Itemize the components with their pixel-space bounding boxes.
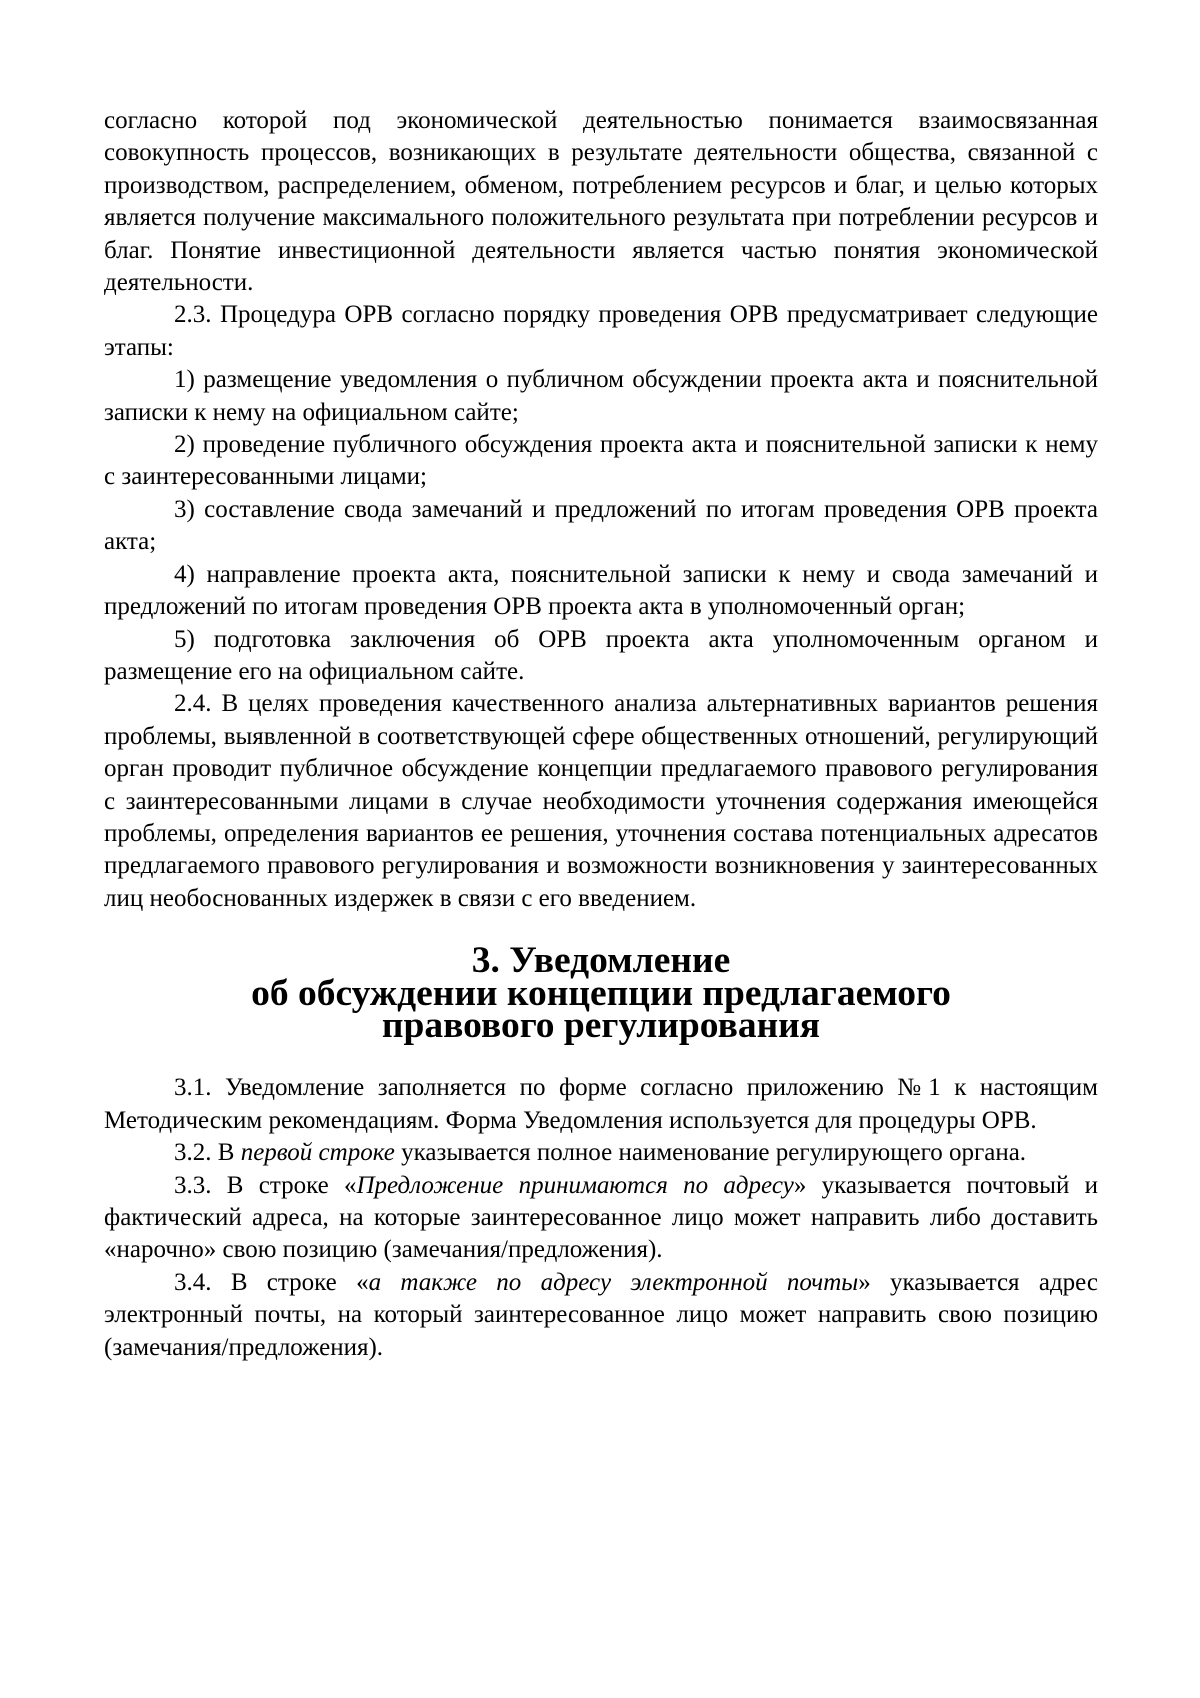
heading-line-2: об обсуждении концепции предлагаемого [251, 972, 951, 1014]
stage-item-2: 2) проведение публичного обсуждения проекта акта и пояснительной записки к нему с заинтересованными лицами; [104, 431, 1098, 491]
document-body [104, 105, 1098, 1364]
italic-term: Предложение принимаются по адресу [356, 1171, 794, 1199]
paragraph-2-4: 2.4. В целях проведения качественного анализа альтернативных вариантов решения проблемы, выявленной в соответствующей сфере общественных отношений, регулирующий орган проводит публичное обсуждение концепции предлагаемого правового регулирования с заинтересованными лицами в случае необходимости уточнения содержания имеющейся проблемы, определения вариантов ее решения, уточнения состава потенциальных адресатов предлагаемого правового регулирования и возможности возникновения у заинтересованных лиц необоснованных издержек в связи с его введением. [104, 690, 1098, 912]
stage-item-4: 4) направление проекта акта, пояснительной записки к нему и свода замечаний и предложений по итогам проведения ОРВ проекта акта в уполномоченный орган; [104, 560, 1098, 621]
stage-item-5: 5) подготовка заключения об ОРВ проекта акта уполномоченным органом и размещение его на официальном сайте. [104, 625, 1098, 685]
italic-term: а также по адресу электронной почты [368, 1268, 859, 1296]
section-3-heading [104, 940, 1098, 1046]
heading-line-3: правового регулирования [381, 1004, 821, 1046]
paragraph-3-1: 3.1. Уведомление заполняется по форме согласно приложению №1 к настоящим Методическим рекомендациям. Форма Уведомления используется для процедуры ОРВ. [104, 1074, 1098, 1134]
paragraph-2-3: 2.3. Процедура ОРВ согласно порядку проведения ОРВ предусматривает следующие этапы: [104, 301, 1098, 361]
stage-item-3: 3) составление свода замечаний и предложений по итогам проведения ОРВ проекта акта; [104, 495, 1098, 556]
paragraph-3-3: 3.3. В строке «Предложение принимаются по адресу» указывается почтовый и фактический адреса, на которые заинтересованное лицо может направить либо доставить «нарочно» свою позицию (замечания/предложения). [104, 1171, 1099, 1264]
heading-line-1: 3. Уведомление [471, 940, 731, 982]
paragraph-3-2: 3.2. В первой строке указывается полное наименование регулирующего органа. [174, 1139, 1027, 1167]
paragraph-3-4: 3.4. В строке «а также по адресу электронной почты» указывается адрес электронный почты, на который заинтересованное лицо может направить свою позицию (замечания/предложения). [104, 1268, 1098, 1361]
continuation-paragraph: согласно которой под экономической деятельностью понимается взаимосвязанная совокупность процессов, возникающих в результате деятельности общества, связанной с производством, распределением, обменом, потреблением ресурсов и благ, и целью которых является получение максимального положительного результата при потреблении ресурсов и благ. Понятие инвестиционной деятельности является частью понятия экономической деятельности. [104, 107, 1098, 297]
stage-item-1: 1) размещение уведомления о публичном обсуждении проекта акта и пояснительной записки к нему на официальном сайте; [104, 366, 1098, 426]
italic-term: первой строке [240, 1139, 395, 1167]
